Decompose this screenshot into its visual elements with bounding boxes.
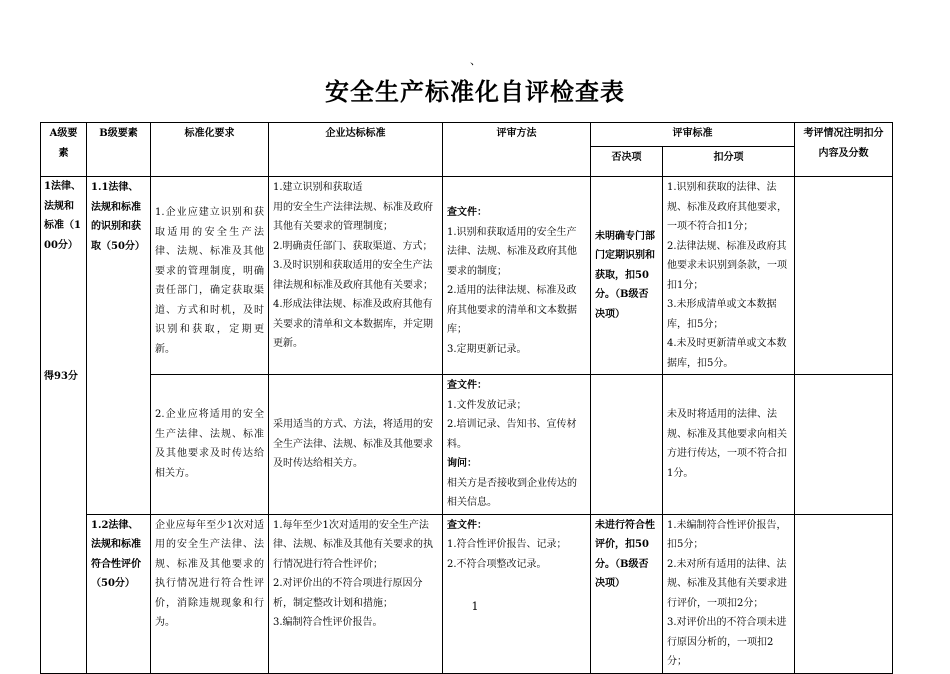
review-method-3 — [443, 514, 591, 673]
enterprise-1-line: 1.建立识别和获取适 — [273, 182, 363, 193]
deduction-3-line: 1.未编制符合性评价报告，扣5分； — [667, 519, 787, 550]
evaluation-2 — [795, 375, 893, 515]
deduction-1-line: 4.未及时更新清单或文本数据库，扣5分。 — [667, 338, 787, 369]
enterprise-standard-1 — [269, 177, 443, 375]
header-a-level: A级要素 — [41, 123, 87, 177]
self-evaluation-table — [40, 122, 893, 674]
deduction-1-line: 1.识别和获取的法律、法规、标准及政府其他要求，一项不符合扣1分； — [667, 182, 787, 232]
header-veto: 否决项 — [591, 147, 663, 177]
header-b-level: B级要素 — [87, 123, 151, 177]
header-review-method: 评审方法 — [443, 123, 591, 177]
enterprise-standard-3 — [269, 514, 443, 673]
enterprise-2-line: 采用适当的方式、方法，将适用的安全生产法律、法规、标准及其他要求及时传达给相关方。 — [273, 419, 433, 469]
method-1-heading: 查文件： — [447, 207, 487, 218]
enterprise-1-line: 3.及时识别和获取适用的安全生产法律法规和标准及政府其他有关要求； — [273, 260, 433, 291]
veto-2 — [591, 375, 663, 515]
deduction-3-line: 3.对评价出的不符合项未进行原因分析的，一项扣2分； — [667, 617, 787, 667]
page-title: 安全生产标准化自评检查表 — [325, 78, 625, 106]
a-element-score: 得93分 — [44, 371, 78, 382]
requirement-1: 1.企业应建立识别和获取适用的安全生产法律、法规、标准及其他要求的管理制度，明确责任部门，确定获取渠道、方式和时机，及时识别和获取，定期更新。 — [151, 177, 269, 375]
evaluation-1 — [795, 177, 893, 375]
deduction-3 — [663, 514, 795, 673]
method-2-line: 1.文件发放记录； — [447, 399, 527, 411]
method-2-line: 相关方是否接收到企业传达的相关信息。 — [447, 477, 577, 508]
veto-1: 未明确专门部门定期识别和获取，扣50分。（B级否决项） — [591, 177, 663, 375]
enterprise-1-line: 2.明确责任部门、获取渠道、方式； — [273, 240, 433, 252]
veto-3: 未进行符合性评价，扣50分。（B级否决项） — [591, 514, 663, 673]
a-element-name: 1法律、法规和标准（100分） — [44, 181, 81, 251]
requirement-3: 企业应每年至少1次对适用的安全生产法律、法规、标准及其他要求的执行情况进行符合性评价，消除违规现象和行为。 — [151, 514, 269, 673]
method-2-heading: 询问： — [447, 458, 477, 469]
enterprise-1-line: 用的安全生产法律法规、标准及政府其他有关要求的管理制度； — [273, 201, 433, 232]
method-1-line: 2.适用的法律法规、标准及政府其他要求的清单和文本数据库； — [447, 285, 577, 335]
deduction-3-line: 2.未对所有适用的法律、法规、标准及其他有关要求进行评价，一项扣2分； — [667, 558, 787, 609]
deduction-1-line: 2.法律法规、标准及政府其他要求未识别到条款，一项扣1分； — [667, 240, 787, 291]
deduction-2 — [663, 375, 795, 515]
header-review-criteria: 评审标准 — [591, 123, 795, 147]
method-3-line: 1.符合性评价报告、记录； — [447, 539, 567, 550]
header-standard-requirement: 标准化要求 — [151, 123, 269, 177]
deduction-1-line: 3.未形成清单或文本数据库，扣5分； — [667, 299, 777, 330]
deduction-1 — [663, 177, 795, 375]
method-2-line: 2.培训记录、告知书、宣传材料。 — [447, 419, 577, 450]
enterprise-3-line: 2.对评价出的不符合项进行原因分析，制定整改计划和措施； — [273, 578, 423, 609]
b-element-1-2: 1.2法律、法规和标准符合性评价（50分） — [87, 514, 151, 673]
review-method-1 — [443, 177, 591, 375]
enterprise-3-line: 1.每年至少1次对适用的安全生产法律、法规、标准及其他有关要求的执行情况进行符合性评价； — [273, 519, 433, 570]
header-deduction: 扣分项 — [663, 147, 795, 177]
review-method-2 — [443, 375, 591, 515]
method-1-line: 3.定期更新记录。 — [447, 343, 527, 355]
enterprise-1-line: 4.形成法律法规、标准及政府其他有关要求的清单和文本数据库，并定期更新。 — [273, 299, 433, 349]
deduction-2-line: 未及时将适用的法律、法规、标准及其他要求向相关方进行传达，一项不符合扣1分。 — [667, 409, 787, 479]
page-number: 1 — [471, 600, 479, 613]
header-evaluation: 考评情况注明扣分内容及分数 — [795, 123, 893, 177]
evaluation-3 — [795, 514, 893, 673]
method-1-line: 1.识别和获取适用的安全生产法律、法规、标准及政府其他要求的制度； — [447, 226, 577, 277]
header-enterprise-standard: 企业达标标准 — [269, 123, 443, 177]
method-2-heading: 查文件： — [447, 380, 487, 391]
page-mark: 、 — [470, 54, 481, 67]
b-element-1-1: 1.1法律、法规和标准的识别和获取（50分） — [87, 177, 151, 515]
a-element-cell — [41, 177, 87, 674]
requirement-2: 2.企业应将适用的安全生产法律、法规、标准及其他要求及时传达给相关方。 — [151, 375, 269, 515]
enterprise-3-line: 3.编制符合性评价报告。 — [273, 617, 383, 628]
enterprise-standard-2 — [269, 375, 443, 515]
method-3-heading: 查文件： — [447, 519, 487, 531]
method-3-line: 2.不符合项整改记录。 — [447, 558, 547, 570]
